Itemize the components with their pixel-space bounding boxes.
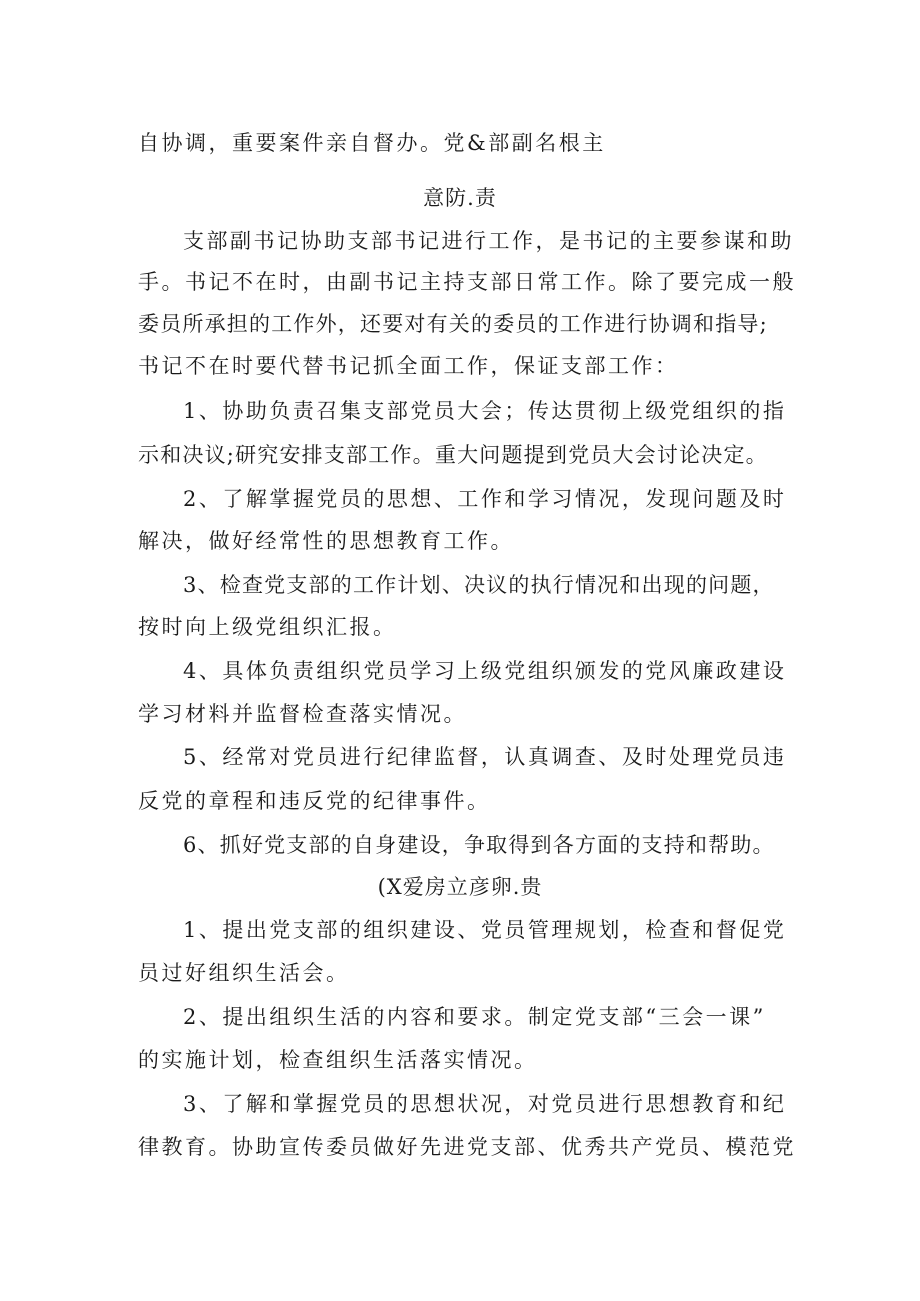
text-line: 的实施计划，检查组织生活落实情况。 bbox=[138, 1048, 538, 1072]
list-item-line: 2、了解掌握党员的思想、工作和学习情况，发现问题及时 bbox=[183, 487, 787, 511]
text-line: 手。书记不在时，由副书记主持支部日常工作。除了要完成一般 bbox=[138, 270, 796, 294]
section-heading: (X爱房立彦卵.贵 bbox=[377, 875, 543, 899]
text-line: 反党的章程和违反党的纪律事件。 bbox=[138, 789, 491, 813]
text-line: 自协调，重要案件亲自督办。党&部副名根主 bbox=[138, 131, 606, 155]
list-item-line: 4、具体负责组织党员学习上级党组织颁发的党风廉政建设 bbox=[183, 659, 787, 683]
text-line: 委员所承担的工作外，还要对有关的委员的工作进行协调和指导; bbox=[138, 312, 768, 336]
section-heading: 意防.责 bbox=[423, 186, 497, 210]
list-item-line: 3、检查党支部的工作计划、决议的执行情况和出现的问题， bbox=[183, 573, 775, 597]
list-item-line: 5、经常对党员进行纪律监督，认真调查、及时处理党员违 bbox=[183, 745, 787, 769]
list-item-line: 2、提出组织生活的内容和要求。制定党支部“三会一课” bbox=[183, 1005, 766, 1029]
list-item-line: 1、协助负责召集支部党员大会；传达贯彻上级党组织的指 bbox=[183, 399, 787, 423]
list-item-line: 6、抓好党支部的自身建设，争取得到各方面的支持和帮助。 bbox=[183, 833, 775, 857]
paragraph-line: 支部副书记协助支部书记进行工作，是书记的主要参谋和助 bbox=[183, 229, 794, 253]
text-line: 按时向上级党组织汇报。 bbox=[138, 615, 397, 639]
text-line: 解决，做好经常性的思想教育工作。 bbox=[138, 529, 514, 553]
list-item-line: 3、了解和掌握党员的思想状况，对党员进行思想教育和纪 bbox=[183, 1092, 787, 1116]
list-item-line: 1、提出党支部的组织建设、党员管理规划，检查和督促党 bbox=[183, 918, 787, 942]
text-line: 示和决议;研究安排支部工作。重大问题提到党员大会讨论决定。 bbox=[138, 443, 768, 467]
text-line: 学习材料并监督检查落实情况。 bbox=[138, 702, 467, 726]
text-line: 律教育。协助宣传委员做好先进党支部、优秀共产党员、模范党 bbox=[138, 1135, 796, 1159]
text-line: 书记不在时要代替书记抓全面工作，保证支部工作： bbox=[138, 354, 679, 378]
text-line: 员过好组织生活会。 bbox=[138, 961, 350, 985]
